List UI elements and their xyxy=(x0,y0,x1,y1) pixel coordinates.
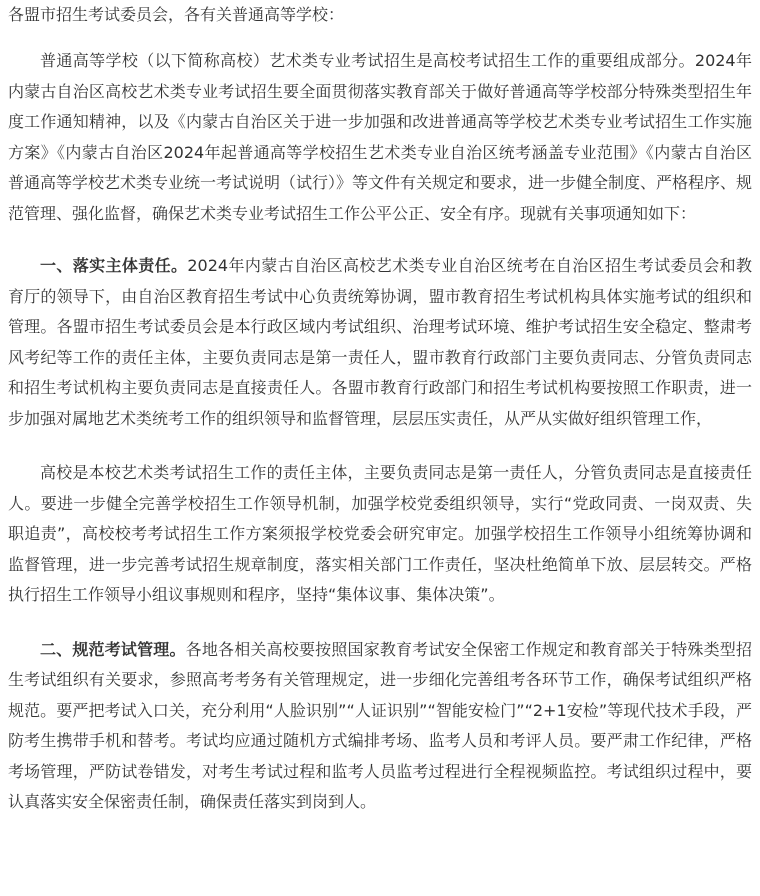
section-1-paragraph xyxy=(8,251,752,434)
section-2-body: 各地各相关高校要按照国家教育考试安全保密工作规定和教育部关于特殊类型招生考试组织有关要求，参照高考考务有关管理规定，进一步细化完善组考各环节工作，确保考试组织严格规范。要严把考试入口关，充分利用“人脸识别”“人证识别”“智能安检门”“2+1安检”等现代技术手段，严防考生携带手机和替考。考试均应通过随机方式编排考场、监考人员和考评人员。要严肃工作纪律，严格考场管理，严防试卷错发，对考生考试过程和监考人员监考过程进行全程视频监控。考试组织过程中，要认真落实安全保密责任制，确保责任落实到岗到人。 xyxy=(8,639,752,811)
section-2-paragraph xyxy=(8,635,752,818)
section-1-body: 2024年内蒙古自治区高校艺术类专业自治区统考在自治区招生考试委员会和教育厅的领导下，由自治区教育招生考试中心负责统筹协调，盟市教育招生考试机构具体实施考试的组织和管理。各盟市招生考试委员会是本行政区域内考试组织、治理考试环境、维护考试招生安全稳定、整肃考风考纪等工作的责任主体，主要负责同志是第一责任人，盟市教育行政部门主要负责同志、分管负责同志和招生考试机构主要负责同志是直接责任人。各盟市教育行政部门和招生考试机构要按照工作职责，进一步加强对属地艺术类统考工作的组织领导和监督管理，层层压实责任，从严从实做好组织管理工作， xyxy=(8,256,752,428)
intro-paragraph: 普通高等学校（以下简称高校）艺术类专业考试招生是高校考试招生工作的重要组成部分。2024年内蒙古自治区高校艺术类专业考试招生要全面贯彻落实教育部关于做好普通高等学校部分特殊类型招生年度工作通知精神，以及《内蒙古自治区关于进一步加强和改进普通高等学校艺术类专业考试招生工作实施方案》《内蒙古自治区2024年起普通高等学校招生艺术类专业自治区统考涵盖专业范围》《内蒙古自治区普通高等学校艺术类专业统一考试说明（试行）》等文件有关规定和要求，进一步健全制度、严格程序、规范管理、强化监督，确保艺术类专业考试招生工作公平公正、安全有序。现就有关事项通知如下： xyxy=(8,51,753,223)
salutation: 各盟市招生考试委员会，各有关普通高等学校： xyxy=(8,5,345,24)
section-1-paragraph-2: 高校是本校艺术类考试招生工作的责任主体，主要负责同志是第一责任人，分管负责同志是直接责任人。要进一步健全完善学校招生工作领导机制，加强学校党委组织领导，实行“党政同责、一岗双责、失职追责”，高校校考考试招生工作方案须报学校党委会研究审定。加强学校招生工作领导小组统筹协调和监督管理，进一步完善考试招生规章制度，落实相关部门工作责任，坚决杜绝简单下放、层层转交。严格执行招生工作领导小组议事规则和程序，坚持“集体议事、集体决策”。 xyxy=(8,463,752,604)
section-1-heading: 一、落实主体责任。 xyxy=(40,256,188,275)
section-2-heading: 二、规范考试管理。 xyxy=(40,639,186,659)
notice-document xyxy=(8,0,752,818)
